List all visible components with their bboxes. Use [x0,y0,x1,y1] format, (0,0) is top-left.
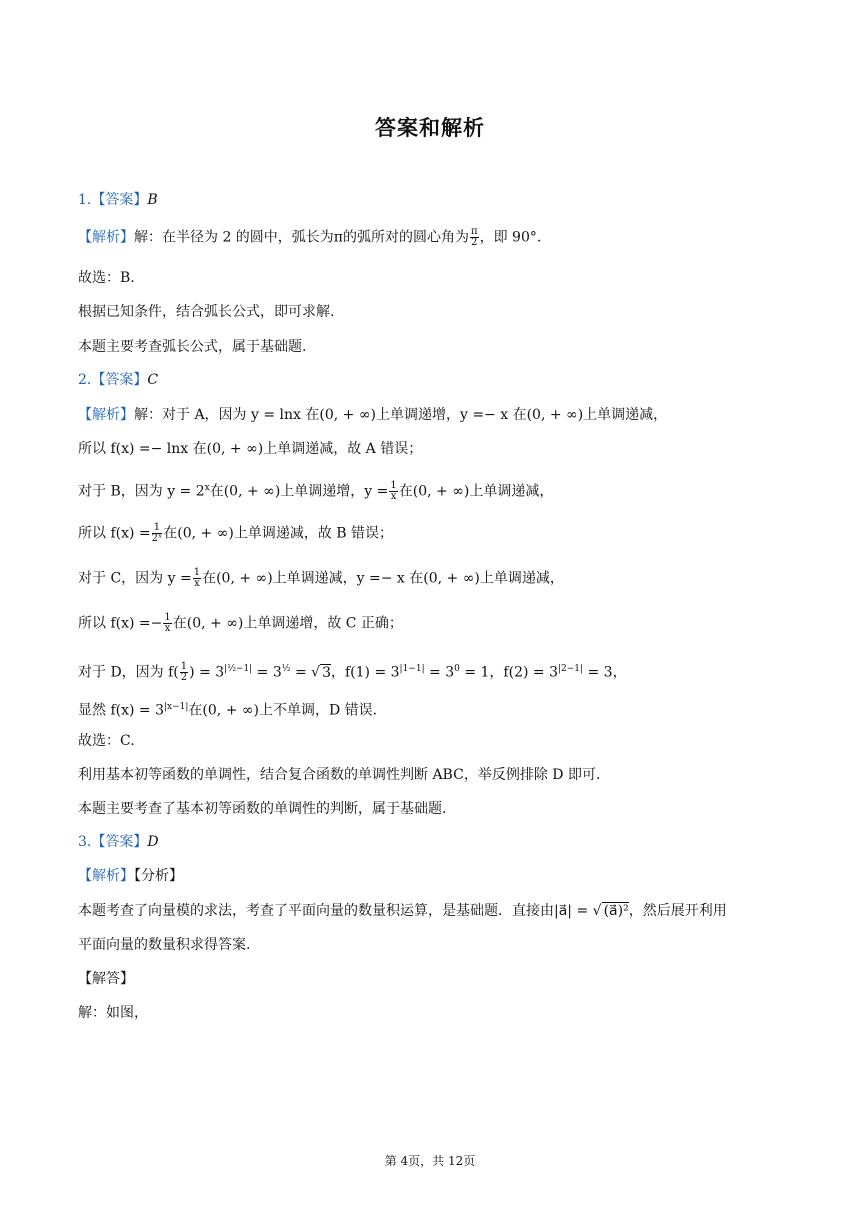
q1-answer: B [147,192,158,208]
q2-text: 解：对于 A，因为 y = lnx 在(0, + ∞)上单调递增，y =− x 在(0, + ∞)上单调递减， [134,407,668,423]
q1-number: 1. [78,192,92,208]
q2-answer: C [147,372,159,388]
q2-line-7: 对于 D，因为 f( $\frac{1}{2}$ ) = $3^{|\frac{1}{2}-1|} = 3^{\frac{1}{2}}$ = √ 3，$f(1) = 3^{|1-1|} = 3^0 = 1$，$f(2) = 3^{|2-1|} = 3$， [78,661,627,684]
q2-line-8: 显然 $f(x) = 3^{|x-1|}$在(0, + ∞)上不单调，D 错误. [78,702,378,719]
q3-line-1: 本题考查了向量模的求法，考查了平面向量的数量积运算，是基础题．直接由|a⃗| = √ (a⃗)²，然后展开利用 [78,903,727,919]
q1-text-tail: ，即 90°. [479,229,542,246]
fraction: $\frac{1}{x}$ [193,567,201,589]
fraction: $\frac{1}{x}$ [390,480,397,503]
q3-answer: D [147,834,159,850]
fenxi-tag: 【分析】 [134,868,183,884]
q1-text: 解：在半径为 2 的圆中，弧长为π的弧所对的圆心角为 [134,229,470,246]
page-title: 答案和解析 [375,116,485,140]
q3-tags [78,866,782,886]
q1-analysis-line [78,227,782,248]
q1-choice: 故选：B. [78,270,135,286]
q2-line-3: 对于 B，因为 $y = 2^x$在(0, + ∞)上单调递增，y = $\frac{1}{x}$ 在(0, + ∞)上单调递减， [78,480,554,503]
analysis-tag: 【解析】 [78,868,134,884]
answer-tag: 【答案】 [91,834,148,850]
analysis-tag: 【解析】 [78,229,134,246]
q2-line-6: 所以 f(x) =− $\frac{1}{x}$ 在(0, + ∞)上单调递增，故 C 正确； [78,612,403,634]
q2-choice: 故选：C. [78,733,135,749]
q3-line-3: 解：如图， [78,1005,148,1021]
q2-line-4: 所以 f(x) = $\frac{1}{\text{2ˣ}}$ 在(0, + ∞)上单调递减，故 B 错误； [78,522,394,544]
q2-answer-line [78,370,782,390]
q3-answer-line [78,832,782,852]
page-footer: 第 4页，共 12页 [384,1154,476,1168]
fraction: $\frac{1}{x}$ [164,612,171,634]
q3-number: 3. [78,834,92,850]
q1-method: 根据已知条件，结合弧长公式，即可求解. [78,304,335,320]
fraction: $\frac{1}{\text{2ˣ}}$ [151,522,163,544]
q1-answer-line [78,190,782,210]
fraction: $\frac{\pi}{2}$ [471,226,478,248]
q2-line-1 [78,405,782,425]
answer-tag: 【答案】 [91,372,148,388]
jieda-tag: 【解答】 [78,971,134,987]
q2-number: 2. [78,372,92,388]
fraction: $\frac{1}{2}$ [180,661,188,684]
q1-summary: 本题主要考查弧长公式，属于基础题. [78,339,307,355]
answer-tag: 【答案】 [91,192,148,208]
analysis-tag: 【解析】 [78,407,134,423]
q2-method: 利用基本初等函数的单调性，结合复合函数的单调性判断 ABC，举反例排除 D 即可. [78,767,601,783]
q2-line-2: 所以 f(x) =− lnx 在(0, + ∞)上单调递减，故 A 错误； [78,441,423,457]
q2-summary: 本题主要考查了基本初等函数的单调性的判断，属于基础题. [78,801,447,817]
q3-line-2: 平面向量的数量积求得答案. [78,937,251,953]
q2-line-5: 对于 C，因为 y = $\frac{1}{x}$ 在(0, + ∞)上单调递减，y =− x 在(0, + ∞)上单调递减， [78,567,564,589]
